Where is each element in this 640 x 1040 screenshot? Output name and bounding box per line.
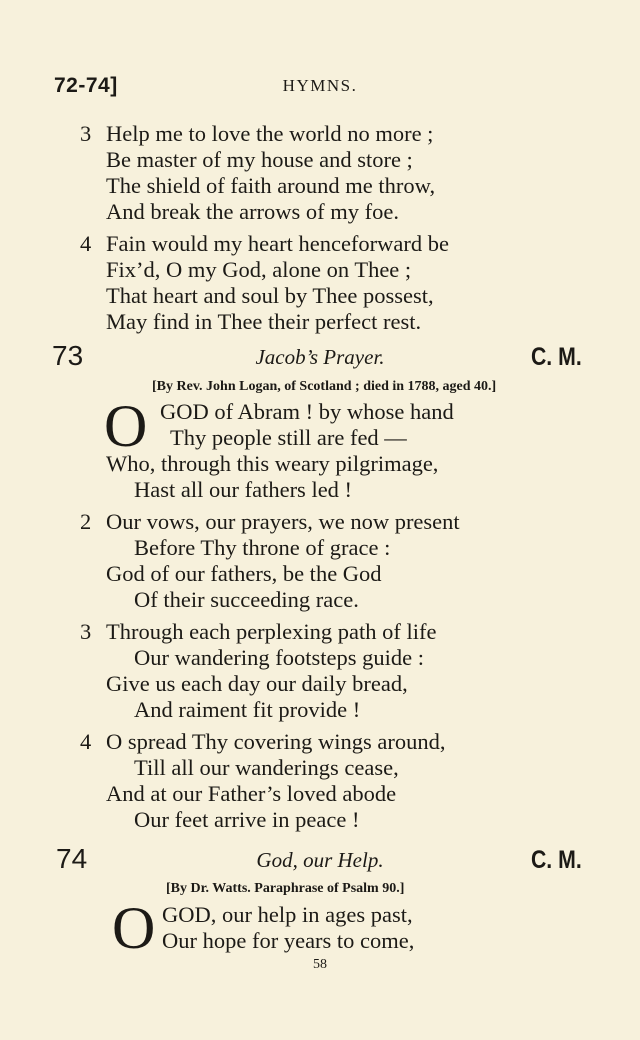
verse-line: God of our fathers, be the God (106, 561, 382, 586)
drop-cap: O (112, 895, 156, 961)
verse-line: Be master of my house and store ; (106, 147, 413, 172)
hymn-meter: C. M. (531, 343, 582, 371)
running-header (0, 74, 640, 104)
verse-line: And at our Father’s loved abode (106, 781, 397, 806)
hymn-number: 73 (52, 340, 84, 371)
verse-line: And break the arrows of my foe. (106, 199, 400, 224)
verse-line: Our vows, our prayers, we now present (106, 509, 460, 534)
verse-line: Before Thy throne of grace : (134, 535, 391, 560)
hymn-number: 74 (56, 843, 88, 874)
verse-line: That heart and soul by Thee possest, (106, 283, 434, 308)
page-number: 58 (313, 957, 327, 972)
verse-line: Our feet arrive in peace ! (134, 807, 360, 832)
hymn-attribution: [By Rev. John Logan, of Scotland ; died in 1788, aged 40.] (152, 379, 497, 394)
verse-line: O spread Thy covering wings around, (106, 729, 446, 754)
verse-line: Our wandering footsteps guide : (134, 645, 424, 670)
hymn-attribution: [By Dr. Watts. Paraphrase of Psalm 90.] (166, 881, 405, 896)
hymn-range: 72-74] (54, 74, 118, 97)
verse-number: 4 (80, 729, 92, 754)
verse-line: Our hope for years to come, (162, 928, 415, 953)
verse-line: Till all our wanderings cease, (134, 755, 399, 780)
verse-line: Of their succeeding race. (134, 587, 359, 612)
hymn-meter: C. M. (531, 846, 582, 874)
verse-number: 3 (80, 121, 92, 146)
verse-line: Give us each day our daily bread, (106, 671, 408, 696)
verse-line: Fix’d, O my God, alone on Thee ; (106, 257, 412, 282)
verse-line: Who, through this weary pilgrimage, (106, 451, 439, 476)
verse-line: Help me to love the world no more ; (106, 121, 434, 146)
verse-line: May find in Thee their perfect rest. (106, 309, 422, 334)
verse-line: Thy people still are fed — (170, 425, 407, 450)
verse-line: The shield of faith around me throw, (106, 173, 436, 198)
hymn-title: Jacob’s Prayer. (255, 345, 385, 369)
verse-line: GOD, our help in ages past, (162, 902, 413, 927)
verse-number: 4 (80, 231, 92, 256)
hymn-title: God, our Help. (256, 848, 384, 872)
drop-cap: O (104, 393, 148, 459)
running-title: HYMNS. (282, 76, 358, 95)
verse-line: Fain would my heart henceforward be (106, 231, 450, 256)
verse-line: And raiment fit provide ! (134, 697, 361, 722)
verse-line: Hast all our fathers led ! (134, 477, 353, 502)
verse-number: 2 (80, 509, 92, 534)
verse-line: Through each perplexing path of life (106, 619, 437, 644)
verse-line: GOD of Abram ! by whose hand (160, 399, 454, 424)
verse-number: 3 (80, 619, 92, 644)
